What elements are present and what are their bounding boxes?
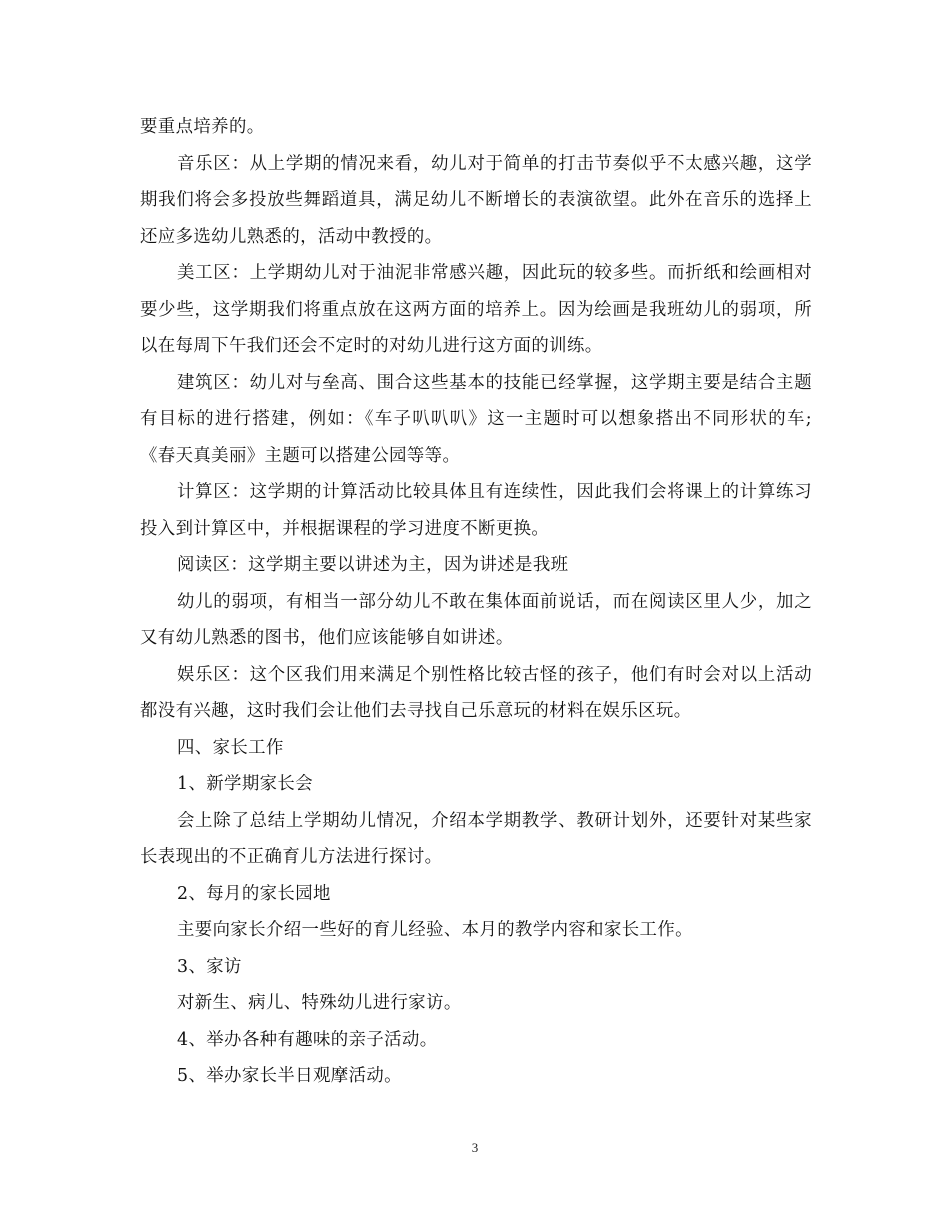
document-body (140, 109, 812, 1095)
list-item: 2、每月的家长园地 (177, 883, 331, 904)
paragraph: 幼儿的弱项，有相当一部分幼儿不敢在集体面前说话，而在阅读区里人少，加之又有幼儿熟悉的图书，他们应该能够自如讲述。 (140, 591, 812, 648)
list-item: 3、家访 (177, 956, 242, 977)
list-item: 4、举办各种有趣味的亲子活动。 (177, 1029, 438, 1050)
paragraph: 要重点培养的。 (140, 117, 265, 137)
paragraph: 美工区：上学期幼儿对于油泥非常感兴趣，因此玩的较多些。而折纸和绘画相对要少些，这学期我们将重点放在这两方面的培养上。因为绘画是我班幼儿的弱项，所以在每周下午我们还会不定时的对幼儿进行这方面的训练。 (140, 263, 812, 356)
paragraph: 会上除了总结上学期幼儿情况，介绍本学期教学、教研计划外，还要针对某些家长表现出的不正确育儿方法进行探讨。 (140, 810, 812, 867)
paragraph: 音乐区：从上学期的情况来看，幼儿对于简单的打击节奏似乎不太感兴趣，这学期我们将会多投放些舞蹈道具，满足幼儿不断增长的表演欲望。此外在音乐的选择上还应多选幼儿熟悉的，活动中教授的。 (140, 153, 812, 247)
paragraph: 对新生、病儿、特殊幼儿进行家访。 (177, 993, 462, 1013)
paragraph: 计算区：这学期的计算活动比较具体且有连续性，因此我们会将课上的计算练习投入到计算区中，并根据课程的学习进度不断更换。 (140, 482, 812, 539)
paragraph: 娱乐区：这个区我们用来满足个别性格比较古怪的孩子，他们有时会对以上活动都没有兴趣，这时我们会让他们去寻找自己乐意玩的材料在娱乐区玩。 (140, 664, 812, 721)
list-item: 1、新学期家长会 (177, 774, 313, 794)
paragraph: 主要向家长介绍一些好的育儿经验、本月的教学内容和家长工作。 (177, 920, 693, 940)
list-item: 5、举办家长半日观摩活动。 (177, 1066, 402, 1086)
section-heading: 四、家长工作 (177, 737, 284, 758)
paragraph: 阅读区：这学期主要以讲述为主，因为讲述是我班 (177, 555, 569, 575)
paragraph: 建筑区：幼儿对与垒高、围合这些基本的技能已经掌握，这学期主要是结合主题有目标的进行搭建，例如：《车子叭叭叭》这一主题时可以想象搭出不同形状的车;《春天真美丽》主题可以搭建公园等等。 (140, 372, 812, 466)
page-number: 3 (471, 1140, 479, 1155)
